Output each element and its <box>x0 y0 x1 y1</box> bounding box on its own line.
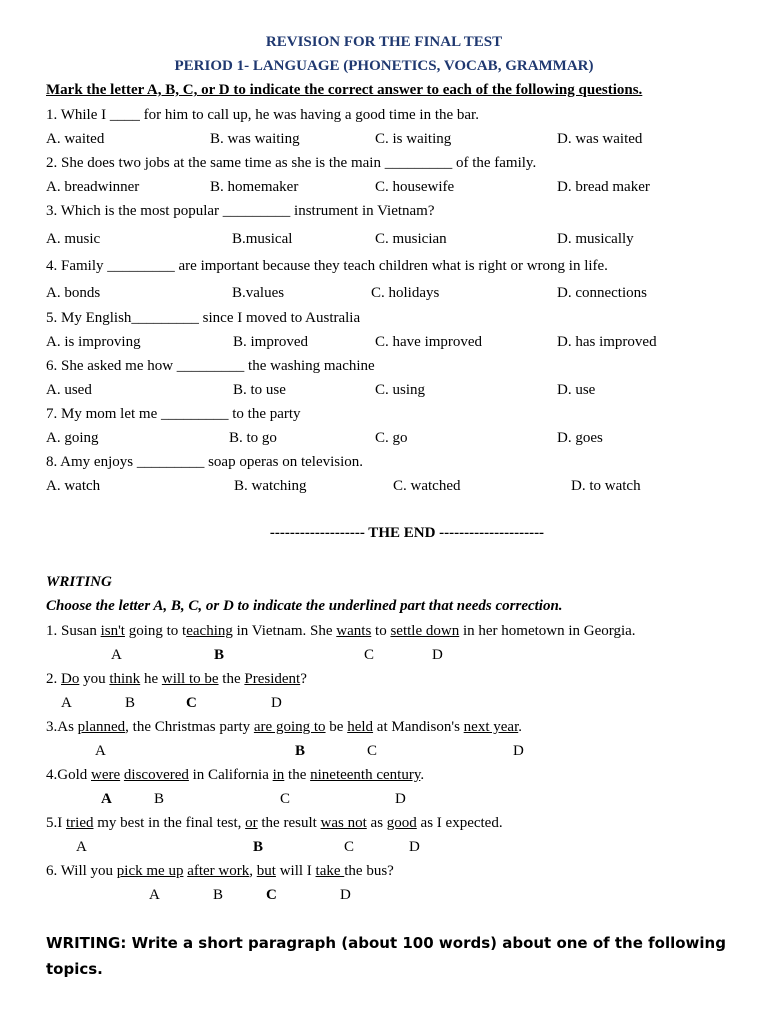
underlined-part: was not <box>320 815 367 831</box>
underlined-part: tried <box>66 815 94 831</box>
sentence-text: the <box>284 767 311 783</box>
option: D. was waited <box>557 131 643 147</box>
letter-label: B <box>125 695 136 711</box>
letter-label: A <box>111 647 122 663</box>
underlined-part: pick me up <box>116 863 184 879</box>
letter-label: B <box>213 887 224 903</box>
error-item-6 <box>46 862 394 880</box>
letter-label: A <box>61 695 72 711</box>
sentence-text: as I expected. <box>416 815 503 831</box>
underlined-part: think <box>109 671 141 687</box>
letter-label: D <box>340 887 351 903</box>
sentence-text: at Mandison's <box>373 719 464 735</box>
sentence-text: 3.As <box>46 719 78 735</box>
option: B. improved <box>233 334 308 350</box>
underlined-part: take <box>315 863 345 879</box>
option: D. has improved <box>557 334 657 350</box>
underlined-part: but <box>256 863 276 879</box>
option: D. connections <box>557 285 647 301</box>
mcq-instruction: Mark the letter A, B, C, or D to indicate the correct answer to each of the following questions. <box>46 82 643 98</box>
letter-label: A <box>149 887 160 903</box>
underlined-part: are going to <box>253 719 326 735</box>
page-title: REVISION FOR THE FINAL TEST <box>265 34 503 50</box>
sentence-text: 4.Gold <box>46 767 91 783</box>
underlined-part: nineteenth century <box>310 767 421 783</box>
letter-label: D <box>271 695 282 711</box>
underlined-part: Do <box>61 671 80 687</box>
error-item-2 <box>46 670 307 688</box>
question-1: 1. While I ____ for him to call up, he was having a good time in the bar. <box>46 107 479 123</box>
sentence-text: to <box>371 623 391 639</box>
letter-label: C <box>266 887 277 903</box>
option: A. breadwinner <box>46 179 140 195</box>
writing-heading: WRITING <box>46 574 112 590</box>
option: C. is waiting <box>375 131 452 147</box>
the-end-divider: ------------------- THE END --------------------- <box>269 525 545 541</box>
letter-label: D <box>513 743 524 759</box>
option: C. using <box>375 382 426 398</box>
option: D. to watch <box>571 478 641 494</box>
option: D. bread maker <box>557 179 650 195</box>
underlined-part: good <box>386 815 417 831</box>
question-6: 6. She asked me how _________ the washing machine <box>46 358 375 374</box>
sentence-text: in California <box>188 767 273 783</box>
underlined-part: eaching <box>186 623 233 639</box>
underlined-part: isn't <box>100 623 125 639</box>
option: C. have improved <box>375 334 483 350</box>
option: A. going <box>46 430 99 446</box>
sentence-text: . <box>420 767 425 783</box>
letter-label: A <box>101 791 112 807</box>
option: C. holidays <box>371 285 440 301</box>
letter-label: D <box>432 647 443 663</box>
writing-instruction: Choose the letter A, B, C, or D to indicate the underlined part that needs correction. <box>46 598 563 614</box>
question-4: 4. Family _________ are important because they teach children what is right or wrong in life. <box>46 258 608 274</box>
error-item-5 <box>46 814 503 832</box>
underlined-part: wants <box>336 623 372 639</box>
sentence-text: , <box>249 863 257 879</box>
letter-label: D <box>409 839 420 855</box>
letter-label: B <box>214 647 225 663</box>
letter-label: C <box>367 743 378 759</box>
sentence-text: the <box>218 671 245 687</box>
question-2: 2. She does two jobs at the same time as she is the main _________ of the family. <box>46 155 537 171</box>
letter-label: C <box>186 695 197 711</box>
option: D. musically <box>557 231 634 247</box>
option: B. watching <box>234 478 307 494</box>
underlined-part: next year <box>463 719 519 735</box>
underlined-part: held <box>347 719 374 735</box>
sentence-text: be <box>325 719 348 735</box>
question-8: 8. Amy enjoys _________ soap operas on television. <box>46 454 364 470</box>
question-7: 7. My mom let me _________ to the party <box>46 406 301 422</box>
error-item-1 <box>46 622 636 640</box>
option: A. watch <box>46 478 101 494</box>
option: B. to go <box>229 430 277 446</box>
underlined-part: after work <box>187 863 250 879</box>
sentence-text: 5.I <box>46 815 66 831</box>
option: D. goes <box>557 430 603 446</box>
question-3: 3. Which is the most popular _________ instrument in Vietnam? <box>46 203 435 219</box>
option: C. musician <box>375 231 447 247</box>
letter-label: C <box>280 791 291 807</box>
option: B. was waiting <box>210 131 300 147</box>
sentence-text: my best in the final test, <box>93 815 246 831</box>
sentence-text: 6. Will you <box>46 863 117 879</box>
option: A. used <box>46 382 92 398</box>
option: D. use <box>557 382 596 398</box>
sentence-text: 2. <box>46 671 61 687</box>
sentence-text: the result <box>257 815 321 831</box>
letter-label: A <box>76 839 87 855</box>
sentence-text: he <box>140 671 162 687</box>
sentence-text: . <box>518 719 522 735</box>
option: A. bonds <box>46 285 101 301</box>
letter-label: B <box>253 839 264 855</box>
question-5: 5. My English_________ since I moved to Australia <box>46 310 361 326</box>
sentence-text: will I <box>275 863 316 879</box>
letter-label: C <box>364 647 375 663</box>
sentence-text: in Vietnam. She <box>232 623 337 639</box>
underlined-part: will to be <box>161 671 219 687</box>
sentence-text: 1. Susan <box>46 623 101 639</box>
underlined-part: President <box>244 671 301 687</box>
letter-label: B <box>154 791 165 807</box>
option: C. watched <box>393 478 461 494</box>
underlined-part: settle down <box>390 623 460 639</box>
error-item-3 <box>46 718 522 736</box>
underlined-part: or <box>245 815 258 831</box>
letter-label: B <box>295 743 306 759</box>
option: A. waited <box>46 131 105 147</box>
letter-label: D <box>395 791 406 807</box>
underlined-part: were <box>91 767 121 783</box>
option: C. housewife <box>375 179 455 195</box>
sentence-text: going to t <box>124 623 187 639</box>
writing-task: WRITING: Write a short paragraph (about 100 words) about one of the following topics. <box>46 934 726 978</box>
option: B.musical <box>232 231 293 247</box>
option: A. music <box>46 231 101 247</box>
page-subtitle: PERIOD 1- LANGUAGE (PHONETICS, VOCAB, GRAMMAR) <box>174 58 594 74</box>
option: C. go <box>375 430 408 446</box>
option: B.values <box>232 285 285 301</box>
sentence-text: the bus? <box>344 863 394 879</box>
letter-label: C <box>344 839 355 855</box>
sentence-text: as <box>366 815 387 831</box>
sentence-text: in her hometown in Georgia. <box>459 623 636 639</box>
underlined-part: in <box>272 767 285 783</box>
sentence-text: ? <box>300 671 307 687</box>
letter-label: A <box>95 743 106 759</box>
option: B. to use <box>233 382 286 398</box>
underlined-part: planned <box>77 719 126 735</box>
underlined-part: discovered <box>123 767 189 783</box>
option: B. homemaker <box>210 179 299 195</box>
sentence-text: you <box>79 671 110 687</box>
error-item-4 <box>46 766 424 784</box>
option: A. is improving <box>46 334 141 350</box>
sentence-text: , the Christmas party <box>125 719 254 735</box>
